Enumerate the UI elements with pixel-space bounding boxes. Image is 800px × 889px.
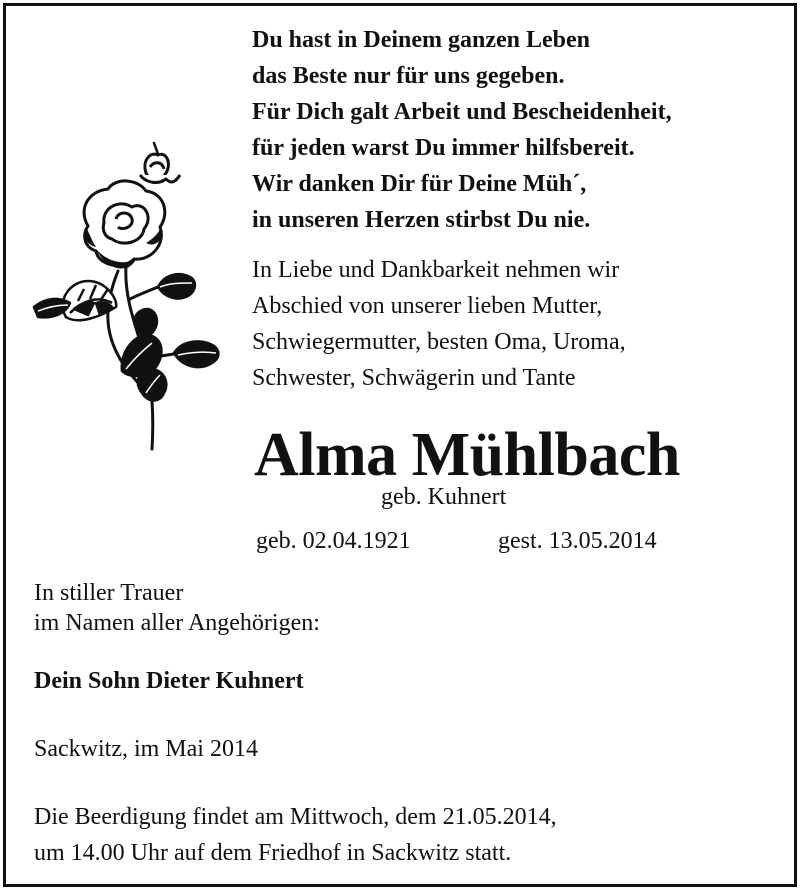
- rose-icon: [26, 131, 226, 456]
- poem-line: in unseren Herzen stirbst Du nie.: [252, 207, 591, 233]
- farewell-text: [252, 252, 626, 396]
- deceased-name: Alma Mühlbach: [254, 421, 680, 489]
- poem-line: das Beste nur für uns gegeben.: [252, 63, 565, 89]
- birth-date: geb. 02.04.1921: [256, 528, 411, 554]
- funeral-line: um 14.00 Uhr auf dem Friedhof in Sackwitz statt.: [34, 840, 512, 866]
- death-date: gest. 13.05.2014: [498, 528, 657, 554]
- farewell-line: Schwester, Schwägerin und Tante: [252, 365, 576, 391]
- poem-line: Du hast in Deinem ganzen Leben: [252, 27, 591, 53]
- mourning-line: im Namen aller Angehörigen:: [34, 610, 320, 636]
- place-date: Sackwitz, im Mai 2014: [34, 736, 258, 762]
- mourning-text: [34, 578, 320, 638]
- memorial-poem: [252, 22, 672, 238]
- funeral-line: Die Beerdigung findet am Mittwoch, dem 21.05.2014,: [34, 804, 557, 830]
- funeral-info: [34, 799, 557, 871]
- poem-line: Für Dich galt Arbeit und Bescheidenheit,: [252, 99, 672, 125]
- maiden-name: geb. Kuhnert: [381, 484, 507, 510]
- mourning-line: In stiller Trauer: [34, 580, 184, 606]
- farewell-line: In Liebe und Dankbarkeit nehmen wir: [252, 257, 620, 283]
- poem-line: für jeden warst Du immer hilfsbereit.: [252, 135, 635, 161]
- farewell-line: Abschied von unserer lieben Mutter,: [252, 293, 603, 319]
- poem-line: Wir danken Dir für Deine Müh´,: [252, 171, 587, 197]
- farewell-line: Schwiegermutter, besten Oma, Uroma,: [252, 329, 626, 355]
- obituary-notice: [3, 3, 797, 887]
- signer-name: Dein Sohn Dieter Kuhnert: [34, 668, 304, 694]
